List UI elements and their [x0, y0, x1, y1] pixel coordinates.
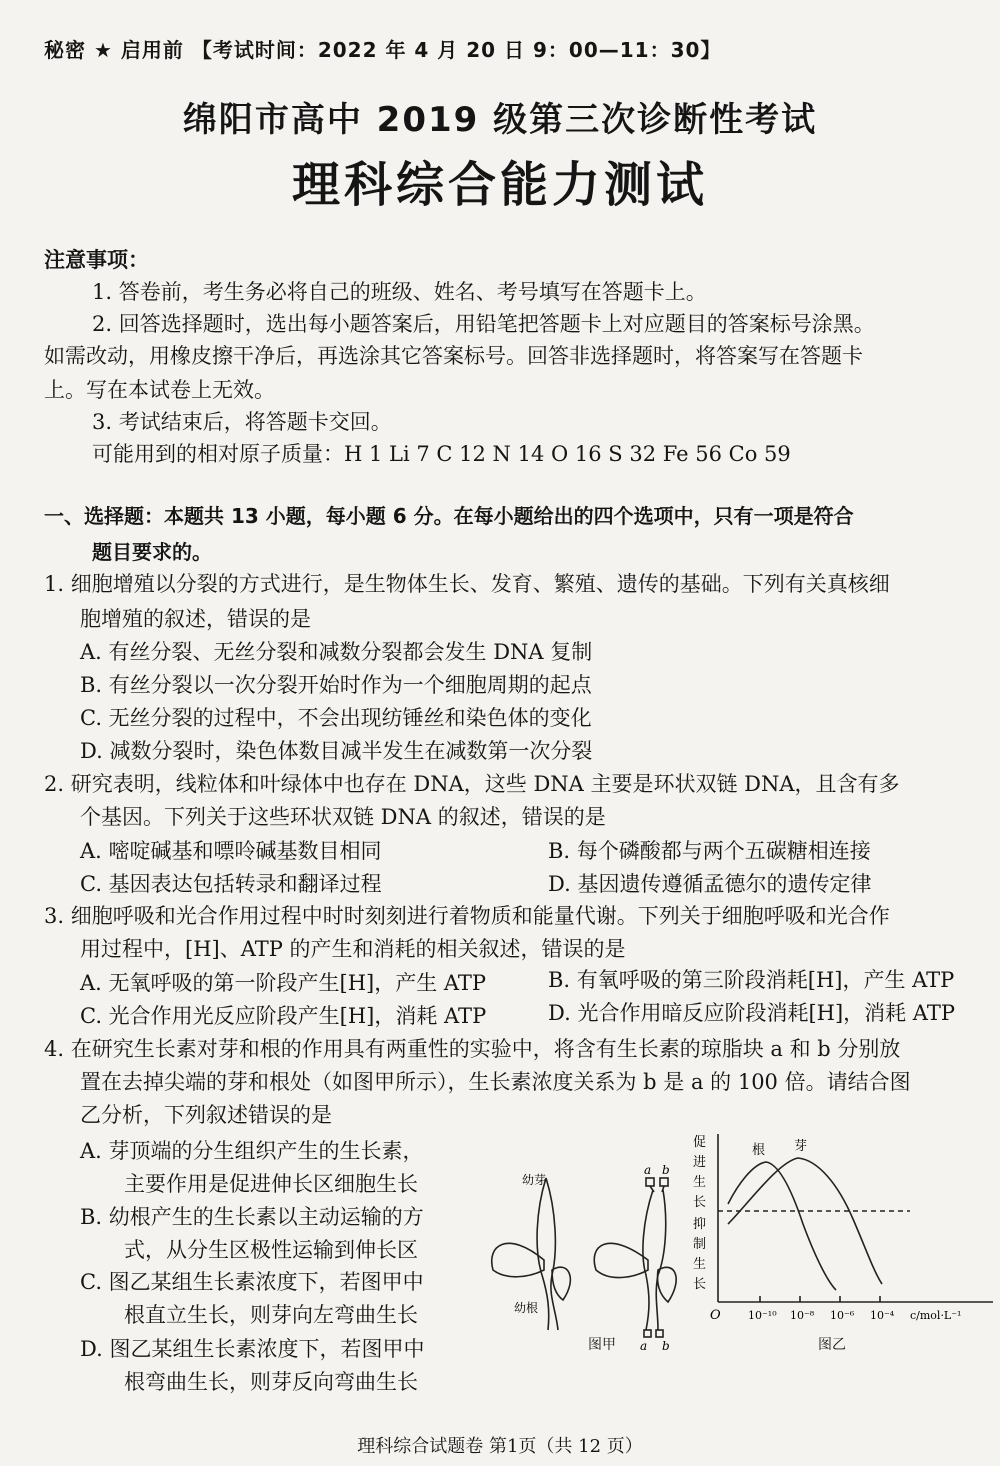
label-b-top: b: [662, 1163, 670, 1177]
question-3-stem: 3. 细胞呼吸和光合作用过程中时时刻刻进行着物质和能量代谢。下列关于细胞呼吸和光合作: [44, 904, 890, 928]
label-a-bottom: a: [640, 1339, 648, 1353]
question-1-option-a: A. 有丝分裂、无丝分裂和减数分裂都会发生 DNA 复制: [80, 640, 593, 664]
atomic-mass-line: 可能用到的相对原子质量：H 1 Li 7 C 12 N 14 O 16 S 32 Fe 56 Co 59: [92, 442, 791, 466]
origin-label: O: [710, 1308, 721, 1323]
question-4-stem: 置在去掉尖端的芽和根处（如图甲所示），生长素浓度关系为 b 是 a 的 100 倍。请结合图: [80, 1070, 911, 1094]
question-2-stem: 个基因。下列关于这些环状双链 DNA 的叙述，错误的是: [80, 805, 606, 829]
question-3-option-c: C. 光合作用光反应阶段产生[H]，消耗 ATP: [80, 1004, 487, 1028]
notice-line: 2. 回答选择题时，选出每小题答案后，用铅笔把答题卡上对应题目的答案标号涂黑。: [92, 312, 875, 336]
exam-subject-title: 理科综合能力测试: [291, 157, 708, 213]
question-1-option-d: D. 减数分裂时，染色体数目减半发生在减数第一次分裂: [80, 739, 593, 763]
question-4-option-b-cont: 式，从分生区极性运输到伸长区: [124, 1238, 418, 1262]
question-2-option-b: B. 每个磷酸都与两个五碳糖相连接: [548, 839, 871, 863]
bud-curve: [728, 1158, 882, 1284]
label-bud: 幼芽: [522, 1173, 547, 1187]
question-4-option-c-cont: 根直立生长，则芽向左弯曲生长: [124, 1303, 418, 1327]
question-3-option-a: A. 无氧呼吸的第一阶段产生[H]，产生 ATP: [80, 971, 487, 995]
question-4-option-d: D. 图乙某组生长素浓度下，若图甲中: [80, 1337, 425, 1361]
exam-title: 绵阳市高中 2019 级第三次诊断性考试: [182, 100, 818, 140]
page-footer: 理科综合试题卷 第1页（共 12 页）: [357, 1436, 643, 1457]
question-4-option-a-cont: 主要作用是促进伸长区细胞生长: [124, 1172, 418, 1196]
notice-line: 3. 考试结束后，将答题卡交回。: [92, 410, 392, 434]
question-1-option-b: B. 有丝分裂以一次分裂开始时作为一个细胞周期的起点: [80, 673, 592, 697]
question-2-stem: 2. 研究表明，线粒体和叶绿体中也存在 DNA，这些 DNA 主要是环状双链 DNA，且含有多: [44, 772, 900, 796]
y-promote-label-3: 生: [693, 1175, 707, 1190]
notice-line: 如需改动，用橡皮擦干净后，再选涂其它答案标号。回答非选择题时，将答案写在答题卡: [44, 344, 863, 368]
question-1-option-c: C. 无丝分裂的过程中，不会出现纺锤丝和染色体的变化: [80, 706, 592, 730]
question-4-option-a: A. 芽顶端的分生组织产生的生长素，: [80, 1139, 424, 1163]
x-tick-label: 10⁻⁶: [830, 1309, 855, 1322]
notice-line: 1. 答卷前，考生务必将自己的班级、姓名、考号填写在答题卡上。: [92, 280, 707, 304]
y-inhibit-label-4: 长: [693, 1277, 707, 1292]
bud-curve-label: 芽: [794, 1139, 808, 1154]
label-a-top: a: [644, 1163, 652, 1177]
y-promote-label-2: 进: [693, 1155, 707, 1170]
section-heading: 一、选择题：本题共 13 小题，每小题 6 分。在每小题给出的四个选项中，只有一项是符合: [44, 504, 854, 528]
question-3-stem: 用过程中，[H]、ATP 的产生和消耗的相关叙述，错误的是: [80, 937, 626, 961]
y-promote-label-1: 促: [693, 1135, 707, 1150]
y-inhibit-label-2: 制: [693, 1237, 707, 1252]
section-heading-cont: 题目要求的。: [92, 540, 212, 564]
question-3-option-b: B. 有氧呼吸的第三阶段消耗[H]，产生 ATP: [548, 968, 955, 992]
x-tick-label: 10⁻⁴: [870, 1309, 895, 1322]
y-inhibit-label-1: 抑: [693, 1217, 707, 1232]
question-4-option-d-cont: 根弯曲生长，则芽反向弯曲生长: [124, 1370, 418, 1394]
question-4-stem: 乙分析，下列叙述错误的是: [80, 1103, 332, 1127]
x-axis-unit: c/mol·L⁻¹: [910, 1309, 962, 1322]
confidential-header: 秘密 ★ 启用前 【考试时间：2022 年 4 月 20 日 9：00—11：30】: [44, 38, 722, 62]
question-2-option-a: A. 嘧啶碱基和嘌呤碱基数目相同: [80, 839, 382, 863]
question-2-option-c: C. 基因表达包括转录和翻译过程: [80, 872, 382, 896]
question-3-option-d: D. 光合作用暗反应阶段消耗[H]，消耗 ATP: [548, 1001, 955, 1025]
question-4-option-b: B. 幼根产生的生长素以主动运输的方: [80, 1205, 424, 1229]
figure-jia-caption: 图甲: [588, 1337, 616, 1353]
root-curve: [728, 1162, 836, 1290]
root-curve-label: 根: [752, 1143, 766, 1158]
question-4-option-c: C. 图乙某组生长素浓度下，若图甲中: [80, 1270, 424, 1294]
question-2-option-d: D. 基因遗传遵循孟德尔的遗传定律: [548, 872, 872, 896]
figure-yi-caption: 图乙: [818, 1337, 846, 1353]
label-b-bottom: b: [662, 1339, 670, 1353]
figure-yi-graph: [688, 1124, 1000, 1329]
question-4-stem: 4. 在研究生长素对芽和根的作用具有两重性的实验中，将含有生长素的琼脂块 a 和 b 分别放: [44, 1037, 901, 1061]
x-tick-label: 10⁻¹⁰: [748, 1309, 777, 1322]
question-1-stem: 1. 细胞增殖以分裂的方式进行，是生物体生长、发育、繁殖、遗传的基础。下列有关真核细: [44, 572, 890, 596]
question-1-stem: 胞增殖的叙述，错误的是: [80, 607, 311, 631]
notice-line: 上。写在本试卷上无效。: [44, 378, 275, 402]
notice-heading: 注意事项：: [44, 248, 149, 272]
x-tick-label: 10⁻⁸: [790, 1309, 815, 1322]
y-inhibit-label-3: 生: [693, 1257, 707, 1272]
y-promote-label-4: 长: [693, 1195, 707, 1210]
figure-jia-seedlings: [478, 1160, 693, 1355]
label-root: 幼根: [514, 1301, 539, 1315]
